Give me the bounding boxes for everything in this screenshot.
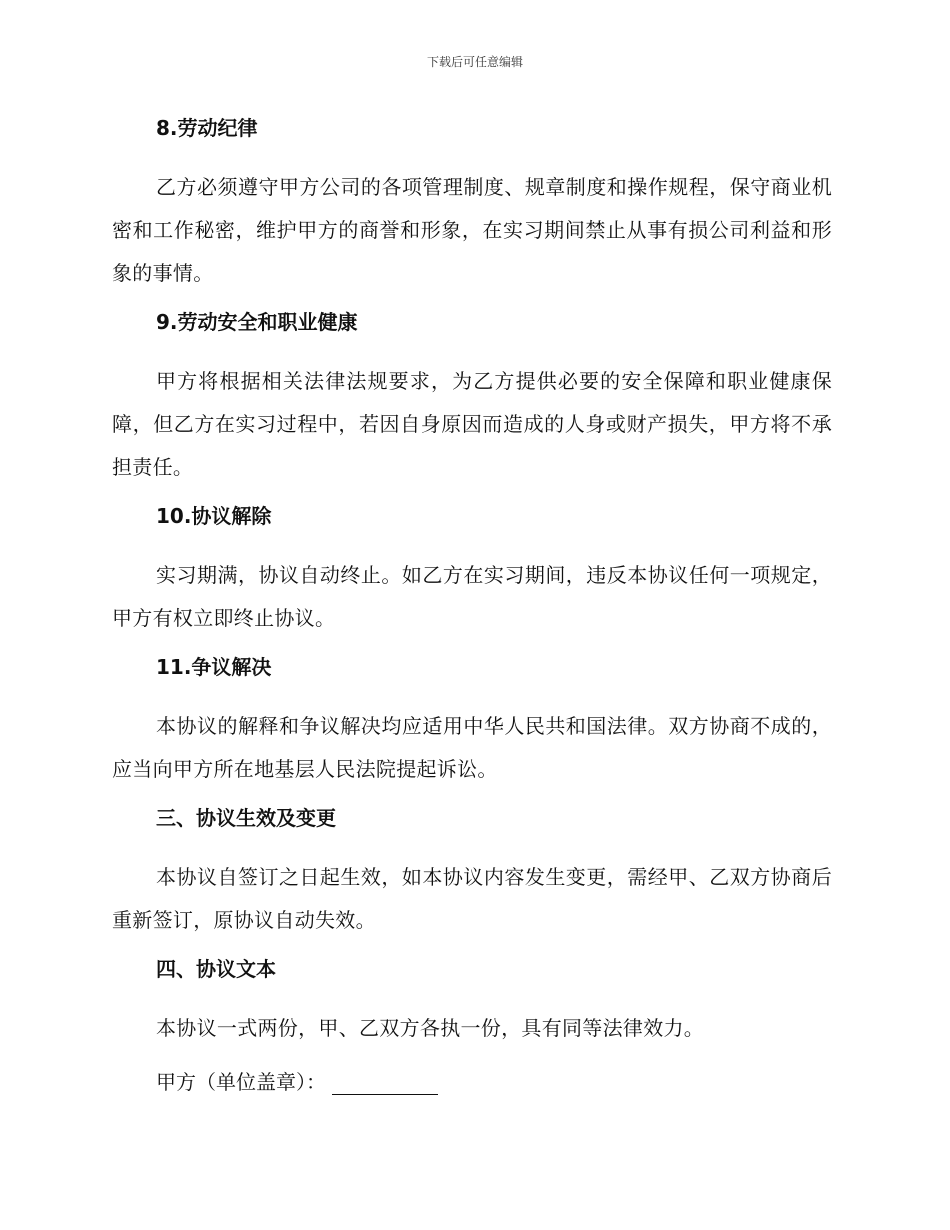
- section-paragraph: 乙方必须遵守甲方公司的各项管理制度、规章制度和操作规程，保守商业机密和工作秘密，维护甲方的商誉和形象，在实习期间禁止从事有损公司利益和形象的事情。: [112, 175, 832, 285]
- section-heading: 10.协议解除: [156, 504, 272, 528]
- section-heading: 8.劳动纪律: [156, 116, 258, 140]
- signature-line: [112, 1061, 832, 1104]
- section-agreement-text: [112, 953, 832, 1050]
- section-paragraph: 本协议自签订之日起生效，如本协议内容发生变更，需经甲、乙双方协商后重新签订，原协议自动失效。: [112, 865, 832, 932]
- signature-label: 甲方（单位盖章）：: [156, 1070, 326, 1094]
- document-body: [112, 112, 832, 1104]
- signature-blank[interactable]: [332, 1072, 438, 1095]
- section-paragraph: 本协议的解释和争议解决均应适用中华人民共和国法律。双方协商不成的，应当向甲方所在地基层人民法院提起诉讼。: [112, 714, 832, 781]
- section-heading: 11.争议解决: [156, 655, 272, 679]
- section-heading: 9.劳动安全和职业健康: [156, 310, 358, 334]
- section-dispute-resolution: [112, 651, 832, 791]
- header-note: 下载后可任意编辑: [426, 55, 523, 69]
- section-termination: [112, 500, 832, 640]
- section-heading: 三、协议生效及变更: [156, 806, 336, 830]
- section-heading: 四、协议文本: [156, 957, 276, 981]
- section-effect-change: [112, 802, 832, 942]
- section-labor-discipline: [112, 112, 832, 295]
- section-safety-health: [112, 306, 832, 489]
- section-paragraph: 实习期满，协议自动终止。如乙方在实习期间，违反本协议任何一项规定，甲方有权立即终止协议。: [112, 563, 832, 630]
- section-paragraph: 甲方将根据相关法律法规要求，为乙方提供必要的安全保障和职业健康保障，但乙方在实习过程中，若因自身原因而造成的人身或财产损失，甲方将不承担责任。: [112, 369, 832, 479]
- section-paragraph: 本协议一式两份，甲、乙双方各执一份，具有同等法律效力。: [156, 1016, 705, 1040]
